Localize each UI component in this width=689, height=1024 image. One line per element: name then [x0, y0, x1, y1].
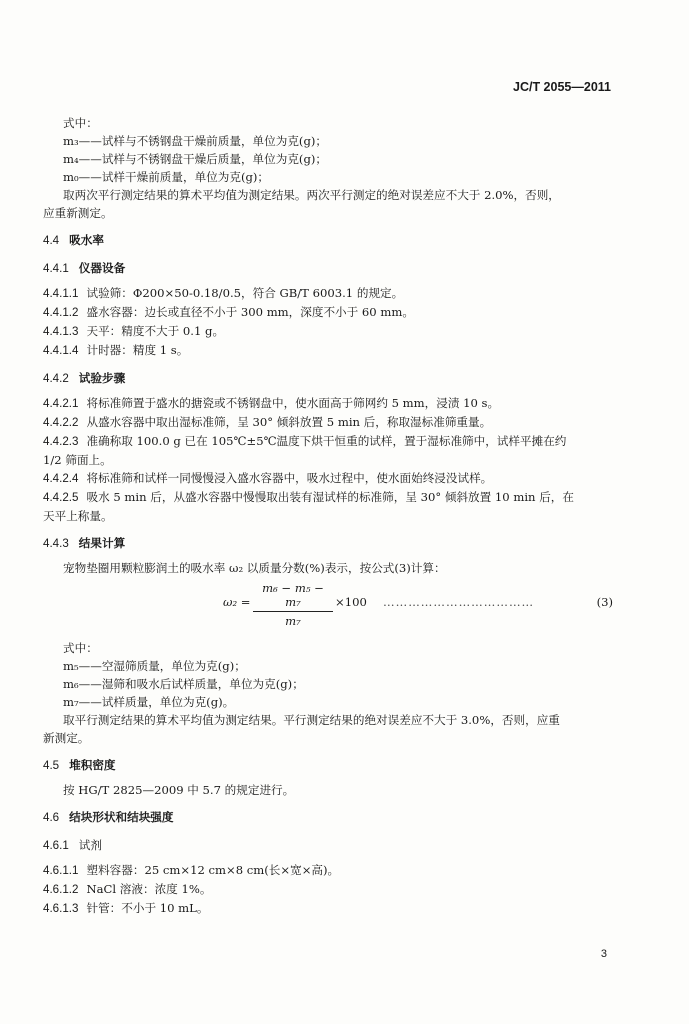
formula-leader-dots: ………………………………	[383, 595, 535, 609]
symbol-definition: m₃——试样与不锈钢盘干燥前质量，单位为克(g)；	[63, 134, 327, 148]
clause-text: 吸水 5 min 后，从盛水容器中慢慢取出装有湿试样的标准筛，呈 30° 倾斜放置 10 min 后，在	[86, 490, 574, 504]
section-number: 4.6.1	[43, 839, 69, 852]
clause-continuation: 1/2 筛面上。	[43, 453, 112, 467]
clause-text: 试验筛：Φ200×50-0.18/0.5，符合 GB/T 6003.1 的规定。	[86, 286, 404, 300]
clause-text: 从盛水容器中取出湿标准筛，呈 30° 倾斜放置 5 min 后，称取湿标准筛重量。	[86, 415, 492, 429]
section-title: 试验步骤	[78, 371, 126, 385]
section-number: 4.4.3	[43, 537, 69, 550]
section-heading-4-4	[43, 231, 619, 250]
clause-number: 4.4.2.2	[43, 416, 79, 429]
paragraph: 取平行测定结果的算术平均值为测定结果。平行测定结果的绝对误差应不大于 3.0%，否则，应重	[63, 713, 560, 727]
list-item	[43, 303, 619, 322]
clause-number: 4.4.2.4	[43, 472, 79, 485]
clause-number: 4.4.1.4	[43, 344, 79, 357]
section-number: 4.6	[43, 811, 60, 824]
clause-text: NaCl 溶液：浓度 1%。	[86, 882, 212, 896]
section-heading-4-4-2	[43, 369, 619, 388]
where-label: 式中：	[63, 641, 98, 655]
section-number: 4.4	[43, 234, 60, 247]
clause-continuation: 天平上称量。	[43, 509, 113, 523]
section-number: 4.5	[43, 759, 60, 772]
clause-number: 4.4.2.1	[43, 397, 79, 410]
page-content	[43, 114, 619, 918]
list-item	[43, 488, 619, 507]
clause-number: 4.4.2.3	[43, 435, 79, 448]
clause-text: 将标准筛置于盛水的搪瓷或不锈钢盘中，使水面高于筛网约 5 mm，浸渍 10 s。	[86, 396, 500, 410]
section-heading-4-4-1	[43, 259, 619, 278]
clause-text: 塑料容器：25 cm×12 cm×8 cm(长×宽×高)。	[86, 863, 340, 877]
clause-number: 4.6.1.3	[43, 902, 79, 915]
section-title: 堆积密度	[69, 758, 116, 772]
paragraph: 取两次平行测定结果的算术平均值为测定结果。两次平行测定的绝对误差应不大于 2.0%，否则，	[63, 188, 560, 202]
clause-number: 4.4.2.5	[43, 491, 79, 504]
clause-text: 准确称取 100.0 g 已在 105℃±5℃温度下烘干恒重的试样，置于湿标准筛中，试样平摊在约	[86, 434, 567, 448]
list-item	[43, 469, 619, 488]
section-heading-4-5	[43, 756, 619, 775]
clause-text: 将标准筛和试样一同慢慢浸入盛水容器中，吸水过程中，使水面始终浸没试样。	[86, 471, 493, 485]
clause-text: 针管：不小于 10 mL。	[86, 901, 209, 915]
section-title: 结果计算	[78, 536, 126, 550]
page-number: 3	[600, 948, 607, 960]
symbol-definition: m₇——试样质量，单位为克(g)。	[63, 695, 235, 709]
section-heading-4-4-3	[43, 534, 619, 553]
section-number: 4.4.2	[43, 372, 69, 385]
list-item	[43, 432, 619, 451]
section-title: 试剂	[78, 838, 102, 852]
list-item	[43, 341, 619, 360]
paragraph-continuation: 应重新测定。	[43, 206, 113, 220]
paragraph: 按 HG/T 2825—2009 中 5.7 的规定进行。	[63, 783, 295, 797]
formula-denominator: m₇	[285, 614, 301, 628]
where-label: 式中：	[63, 116, 98, 130]
clause-text: 天平：精度不大于 0.1 g。	[86, 324, 225, 338]
clause-number: 4.6.1.2	[43, 883, 79, 896]
symbol-definition: m₀——试样干燥前质量，单位为克(g)；	[63, 170, 270, 184]
list-item	[43, 284, 619, 303]
paragraph: 宠物垫圈用颗粒膨润土的吸水率 ω₂ 以质量分数(%)表示，按公式(3)计算：	[63, 561, 446, 575]
standard-number: JC/T 2055—2011	[513, 80, 611, 94]
clause-number: 4.4.1.2	[43, 306, 79, 319]
section-title: 仪器设备	[78, 261, 126, 275]
symbol-definition: m₅——空湿筛质量，单位为克(g)；	[63, 659, 246, 673]
formula-3	[43, 581, 619, 629]
clause-text: 计时器：精度 1 s。	[86, 343, 189, 357]
section-title: 结块形状和结块强度	[69, 810, 174, 824]
list-item	[43, 394, 619, 413]
list-item	[43, 880, 619, 899]
section-heading-4-6	[43, 808, 619, 827]
list-item	[43, 861, 619, 880]
equation-number: (3)	[596, 595, 613, 609]
list-item	[43, 899, 619, 918]
section-number: 4.4.1	[43, 262, 69, 275]
formula-fraction	[253, 581, 333, 628]
clause-number: 4.4.1.3	[43, 325, 79, 338]
formula-numerator: m₆ − m₅ − m₇	[253, 581, 333, 612]
paragraph-continuation: 新测定。	[43, 731, 90, 745]
list-item	[43, 322, 619, 341]
section-title: 吸水率	[69, 233, 104, 247]
clause-number: 4.6.1.1	[43, 864, 79, 877]
section-heading-4-6-1	[43, 836, 619, 855]
list-item	[43, 413, 619, 432]
formula-multiplier: ×100	[335, 595, 367, 609]
clause-number: 4.4.1.1	[43, 287, 79, 300]
formula-lhs: ω₂ =	[223, 595, 251, 609]
clause-text: 盛水容器：边长或直径不小于 300 mm，深度不小于 60 mm。	[86, 305, 414, 319]
symbol-definition: m₄——试样与不锈钢盘干燥后质量，单位为克(g)；	[63, 152, 327, 166]
symbol-definition: m₆——湿筛和吸水后试样质量，单位为克(g)；	[63, 677, 304, 691]
